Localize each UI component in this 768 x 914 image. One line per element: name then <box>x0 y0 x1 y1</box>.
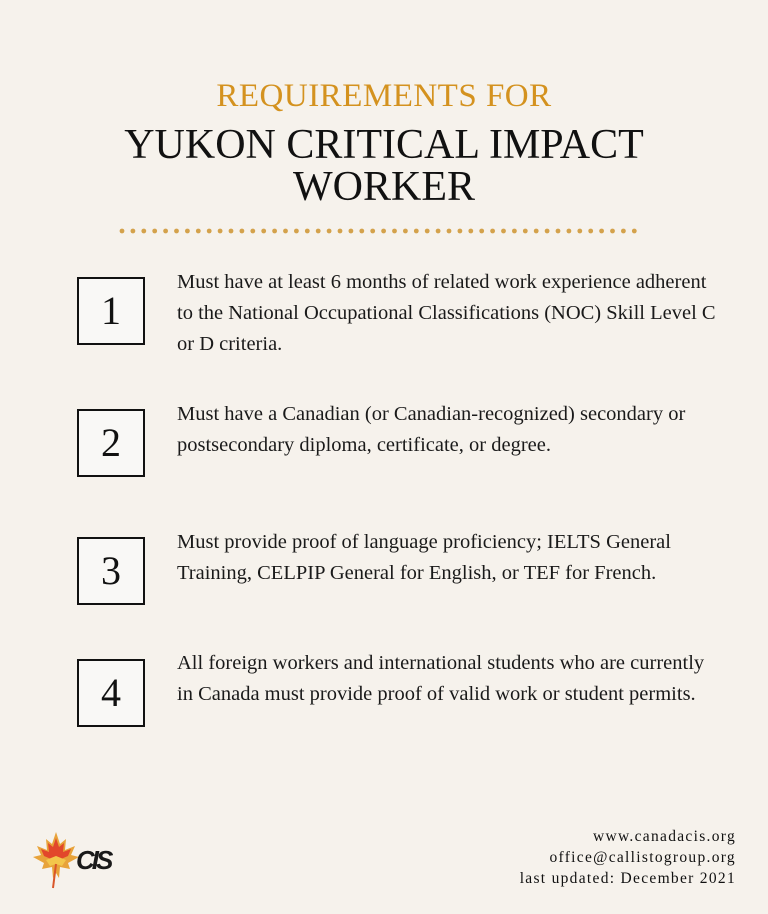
logo-text: CIS <box>76 845 111 875</box>
divider-dot <box>392 229 397 234</box>
divider-dot <box>534 229 539 234</box>
divider-dot <box>523 229 528 234</box>
divider-dot <box>185 229 190 234</box>
divider-dot <box>621 229 626 234</box>
divider-dot <box>316 229 321 234</box>
footer <box>520 826 736 889</box>
divider-dot <box>370 229 375 234</box>
divider-dot <box>610 229 615 234</box>
email-link[interactable]: office@callistogroup.org <box>549 849 736 866</box>
divider-dot <box>545 229 550 234</box>
requirement-item-3 <box>0 533 768 643</box>
requirement-text: Must have at least 6 months of related work experience adherent to the National Occupational Classifications (NOC) Skill Level C or D criteria. <box>177 271 716 355</box>
divider-dot <box>141 229 146 234</box>
divider-dot <box>468 229 473 234</box>
title-line-1: YUKON CRITICAL IMPACT <box>124 122 644 168</box>
divider-dot <box>272 229 277 234</box>
divider-dot <box>359 229 364 234</box>
divider-dot <box>479 229 484 234</box>
cis-logo <box>26 828 118 890</box>
requirement-item-2 <box>0 405 768 515</box>
divider-dot <box>294 229 299 234</box>
divider-dot <box>414 229 419 234</box>
requirement-text: Must have a Canadian (or Canadian-recognized) secondary or postsecondary diploma, certificate, or degree. <box>177 403 686 456</box>
divider-dot <box>163 229 168 234</box>
divider-dot <box>229 229 234 234</box>
requirement-item-4 <box>0 654 768 764</box>
requirement-number: 4 <box>77 659 145 727</box>
divider-dot <box>403 229 408 234</box>
website-link[interactable]: www.canadacis.org <box>592 828 736 845</box>
maple-leaf-icon <box>33 832 79 888</box>
dotted-divider <box>118 227 648 235</box>
divider-dot <box>436 229 441 234</box>
divider-dot <box>305 229 310 234</box>
divider-dot <box>447 229 452 234</box>
divider-dot <box>567 229 572 234</box>
divider-dot <box>599 229 604 234</box>
subtitle: REQUIREMENTS FOR <box>216 78 552 114</box>
divider-dot <box>490 229 495 234</box>
divider-dot <box>632 229 637 234</box>
divider-dot <box>240 229 245 234</box>
divider-dot <box>349 229 354 234</box>
divider-dot <box>152 229 157 234</box>
divider-dot <box>556 229 561 234</box>
page-title <box>0 124 768 208</box>
divider-dot <box>458 229 463 234</box>
divider-dot <box>131 229 136 234</box>
divider-dot <box>577 229 582 234</box>
requirement-text: All foreign workers and international students who are currently in Canada must provide proof of valid work or student permits. <box>177 652 705 705</box>
divider-dot <box>250 229 255 234</box>
divider-dot <box>196 229 201 234</box>
divider-dot <box>120 229 125 234</box>
last-updated: last updated: December 2021 <box>519 870 736 887</box>
requirement-item-1 <box>0 271 768 385</box>
divider-dot <box>327 229 332 234</box>
divider-dot <box>425 229 430 234</box>
divider-dot <box>261 229 266 234</box>
divider-dot <box>283 229 288 234</box>
divider-dot <box>218 229 223 234</box>
requirement-number: 3 <box>77 537 145 605</box>
title-line-2: WORKER <box>293 164 475 210</box>
requirement-number: 2 <box>77 409 145 477</box>
divider-dot <box>501 229 506 234</box>
requirement-number: 1 <box>77 277 145 345</box>
divider-dot <box>381 229 386 234</box>
divider-dot <box>174 229 179 234</box>
divider-dot <box>338 229 343 234</box>
requirement-text: Must provide proof of language proficiency; IELTS General Training, CELPIP General for English, or TEF for French. <box>177 531 671 584</box>
divider-dot <box>588 229 593 234</box>
divider-dot <box>512 229 517 234</box>
divider-dot <box>207 229 212 234</box>
